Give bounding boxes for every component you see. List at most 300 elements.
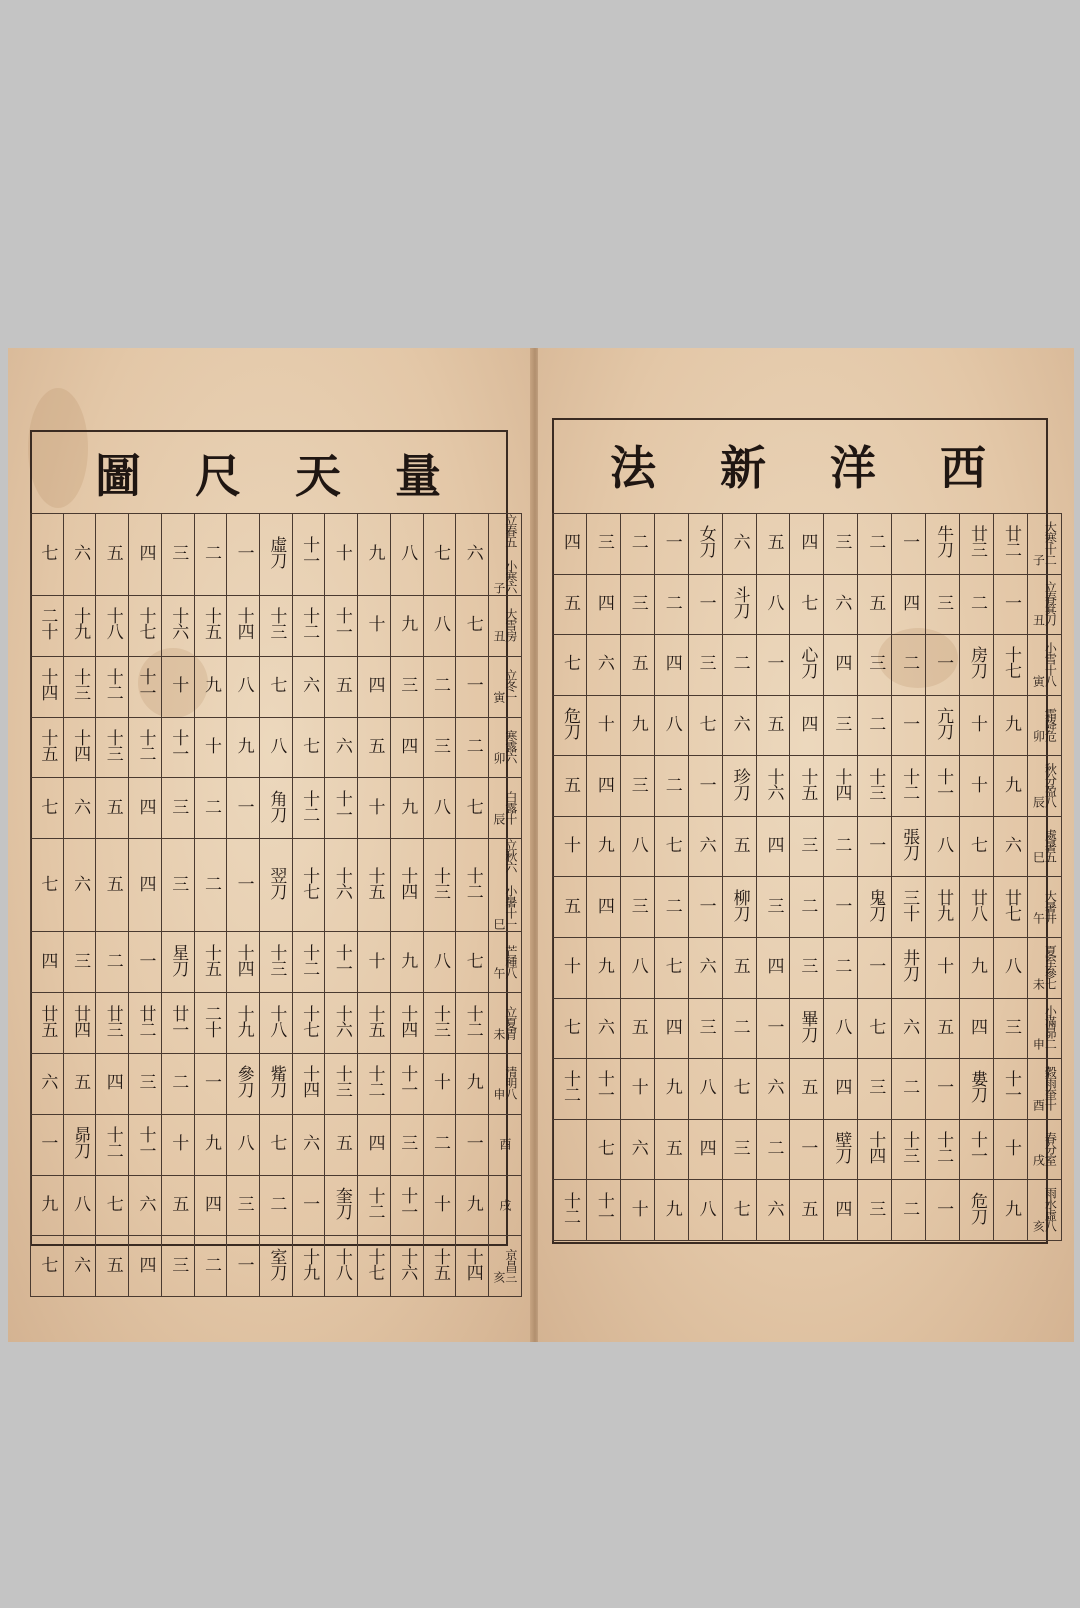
cell-value: 七 (266, 676, 287, 693)
cell-value: 虛刀 (266, 536, 287, 568)
cell-value: 七 (797, 593, 818, 610)
cell-value: 三 (627, 593, 648, 610)
cell-value: 一 (200, 1073, 221, 1090)
table-cell (892, 1059, 926, 1120)
table-cell (456, 1053, 489, 1114)
table-cell (260, 1236, 293, 1297)
table-cell (960, 938, 994, 999)
cell-value: 五 (865, 593, 886, 610)
table-cell (129, 596, 162, 657)
table-cell (227, 1053, 260, 1114)
branch-label: 酉 (497, 1138, 512, 1150)
table-cell (325, 1053, 358, 1114)
table-cell (325, 839, 358, 932)
cell-value: 九 (200, 676, 221, 693)
table-cell (926, 816, 960, 877)
cell-value: 廿五 (37, 1004, 58, 1037)
table-cell (756, 756, 790, 817)
cell-value: 八 (695, 1078, 716, 1095)
table-cell (96, 717, 129, 778)
cell-value: 九 (1000, 1199, 1021, 1216)
table-cell (96, 514, 129, 596)
table-cell (456, 596, 489, 657)
table-cell (993, 635, 1027, 696)
cell-value: 廿二 (135, 1004, 156, 1037)
table-cell (926, 1119, 960, 1180)
branch-label: 午 (1031, 911, 1046, 923)
cell-value: 七 (37, 797, 58, 814)
branch-header-cell (1027, 816, 1061, 877)
table-cell (688, 635, 722, 696)
table-cell (456, 932, 489, 993)
table-row (553, 1180, 1062, 1241)
cell-value: 九 (1000, 775, 1021, 792)
cell-value: 四 (763, 836, 784, 853)
solar-term-label: 白露十 (503, 790, 518, 824)
table-cell (96, 1175, 129, 1236)
cell-value: 三 (168, 1255, 189, 1272)
table-cell (756, 938, 790, 999)
table-cell (325, 656, 358, 717)
title-char: 西 (940, 441, 986, 495)
table-cell (926, 635, 960, 696)
table-cell (620, 574, 654, 635)
cell-value: 九 (37, 1195, 58, 1212)
cell-value: 十二 (299, 607, 320, 640)
table-row (553, 998, 1062, 1059)
table-cell (96, 993, 129, 1054)
cell-value: 九 (397, 615, 418, 632)
cell-value: 十四 (70, 729, 91, 762)
cell-value: 一 (37, 1134, 58, 1151)
branch-label: 子 (491, 582, 506, 593)
cell-value: 九 (593, 957, 614, 974)
cell-value: 三 (729, 1139, 750, 1156)
branch-header-cell (489, 839, 522, 932)
table-cell (790, 1059, 824, 1120)
cell-value: 十七 (299, 1004, 320, 1037)
table-cell (824, 1119, 858, 1180)
cell-value: 十二 (899, 767, 920, 800)
table-cell (260, 839, 293, 932)
table-cell (129, 839, 162, 932)
table-cell (96, 839, 129, 932)
cell-value: 十三 (266, 943, 287, 976)
table-cell (688, 1180, 722, 1241)
table-cell (194, 514, 227, 596)
cell-value: 五 (627, 1017, 648, 1034)
cell-value: 三 (233, 1195, 254, 1212)
cell-value: 九 (462, 1195, 483, 1212)
table-cell (790, 998, 824, 1059)
cell-value: 一 (233, 1255, 254, 1272)
table-cell (620, 938, 654, 999)
table-cell (790, 877, 824, 938)
table-cell (161, 932, 194, 993)
table-cell (756, 1180, 790, 1241)
branch-header-cell (489, 596, 522, 657)
table-cell (292, 1114, 325, 1175)
table-cell (790, 574, 824, 635)
table-cell (654, 816, 688, 877)
table-cell (161, 1053, 194, 1114)
table-cell (390, 839, 423, 932)
cell-value: 十八 (102, 607, 123, 640)
table-cell (129, 656, 162, 717)
table-cell (292, 514, 325, 596)
cell-value: 十三 (266, 607, 287, 640)
table-cell (688, 938, 722, 999)
cell-value: 四 (831, 654, 852, 671)
table-cell (926, 1180, 960, 1241)
table-cell (423, 717, 456, 778)
cell-value: 一 (695, 593, 716, 610)
solar-term-label: 大寒十二 (1043, 520, 1058, 565)
table-cell (390, 1175, 423, 1236)
table-cell (227, 839, 260, 932)
table-cell (858, 695, 892, 756)
table-cell (390, 1053, 423, 1114)
table-row (31, 1053, 522, 1114)
table-cell (790, 514, 824, 575)
table-cell (325, 1236, 358, 1297)
table-cell (31, 514, 64, 596)
table-cell (325, 717, 358, 778)
cell-value: 十五 (200, 607, 221, 640)
cell-value: 廿二 (1000, 525, 1021, 558)
cell-value: 九 (462, 1073, 483, 1090)
cell-value: 六 (763, 1078, 784, 1095)
cell-value: 五 (102, 874, 123, 891)
table-cell (423, 932, 456, 993)
table-cell (390, 778, 423, 839)
table-cell (423, 1236, 456, 1297)
cell-value: 一 (695, 896, 716, 913)
table-cell (129, 932, 162, 993)
cell-value: 三 (797, 836, 818, 853)
cell-value: 七 (37, 1255, 58, 1272)
cell-value: 廿七 (1000, 888, 1021, 921)
book-spread (8, 348, 1074, 1342)
table-cell (960, 635, 994, 696)
table-cell (553, 1180, 587, 1241)
cell-value: 十 (364, 615, 385, 632)
cell-value: 十三 (899, 1131, 920, 1164)
cell-value: 十 (1000, 1139, 1021, 1156)
cell-value: 二 (797, 896, 818, 913)
table-cell (358, 1236, 391, 1297)
cell-value: 四 (559, 533, 580, 550)
cell-value: 柳刀 (729, 888, 750, 921)
cell-value: 十五 (200, 943, 221, 976)
cell-value: 八 (627, 957, 648, 974)
table-cell (161, 839, 194, 932)
cell-value: 四 (831, 1078, 852, 1095)
table-cell (358, 778, 391, 839)
title-char: 量 (395, 449, 441, 503)
table-cell (722, 998, 756, 1059)
cell-value: 九 (661, 1199, 682, 1216)
branch-label: 卯 (1031, 730, 1046, 742)
table-cell (756, 998, 790, 1059)
table-cell (688, 514, 722, 575)
table-cell (390, 1114, 423, 1175)
cell-value: 十四 (865, 1131, 886, 1164)
table-cell (892, 514, 926, 575)
cell-value: 十三 (429, 1004, 450, 1037)
table-cell (722, 574, 756, 635)
cell-value: 十一 (331, 943, 352, 976)
cell-value: 四 (102, 1073, 123, 1090)
cell-value: 廿九 (933, 888, 954, 921)
table-cell (824, 998, 858, 1059)
table-cell (63, 1053, 96, 1114)
table-cell (260, 717, 293, 778)
table-cell (654, 574, 688, 635)
table-cell (325, 993, 358, 1054)
table-cell (358, 1175, 391, 1236)
cell-value: 七 (429, 544, 450, 560)
table-cell (858, 514, 892, 575)
cell-value: 二 (429, 1134, 450, 1151)
cell-value: 二 (899, 1078, 920, 1095)
cell-value: 十四 (831, 767, 852, 800)
cell-value: 二 (661, 896, 682, 913)
cell-value: 八 (933, 836, 954, 853)
branch-label: 巳 (1031, 851, 1046, 863)
table-cell (993, 756, 1027, 817)
table-cell (824, 514, 858, 575)
cell-value: 十 (168, 676, 189, 693)
table-cell (390, 596, 423, 657)
table-row (553, 514, 1062, 575)
cell-value: 五 (559, 896, 580, 913)
table-cell (960, 816, 994, 877)
table-cell (161, 778, 194, 839)
cell-value: 五 (70, 1073, 91, 1090)
cell-value: 七 (729, 1199, 750, 1216)
table-cell (586, 877, 620, 938)
table-cell (654, 877, 688, 938)
right-title (578, 430, 1018, 500)
table-cell (553, 695, 587, 756)
table-row (31, 1236, 522, 1297)
table-cell (456, 839, 489, 932)
table-cell (31, 1236, 64, 1297)
cell-value: 二 (831, 836, 852, 853)
table-cell (96, 656, 129, 717)
cell-value: 十一 (967, 1131, 988, 1164)
cell-value: 二十 (37, 607, 58, 640)
cell-value: 十三 (331, 1065, 352, 1098)
cell-value: 二 (865, 715, 886, 732)
cell-value: 十二 (559, 1070, 580, 1103)
table-cell (194, 778, 227, 839)
branch-label: 未 (1031, 977, 1046, 989)
cell-value: 五 (331, 1134, 352, 1151)
cell-value: 三 (865, 1078, 886, 1095)
cell-value: 一 (233, 797, 254, 814)
solar-term-label: 霜降危 (1043, 708, 1058, 742)
table-row (31, 778, 522, 839)
cell-value: 十一 (135, 668, 156, 701)
table-cell (358, 1053, 391, 1114)
table-cell (63, 839, 96, 932)
cell-value: 十 (559, 957, 580, 974)
table-cell (824, 695, 858, 756)
table-cell (993, 514, 1027, 575)
table-cell (194, 1175, 227, 1236)
table-cell (722, 938, 756, 999)
branch-header-cell (489, 1053, 522, 1114)
branch-label: 寅 (1031, 674, 1046, 686)
table-cell (292, 656, 325, 717)
solar-term-label: 大雪房 (503, 608, 518, 642)
cell-value: 七 (967, 836, 988, 853)
table-cell (31, 1114, 64, 1175)
right-table (552, 513, 1062, 1241)
cell-value: 二 (627, 533, 648, 550)
table-cell (423, 1114, 456, 1175)
cell-value: 三 (397, 676, 418, 693)
left-table (30, 513, 522, 1297)
table-cell (96, 1053, 129, 1114)
table-cell (325, 1114, 358, 1175)
cell-value: 三 (695, 654, 716, 671)
branch-label: 申 (491, 1088, 506, 1100)
cell-value: 四 (593, 896, 614, 913)
branch-label: 寅 (491, 691, 506, 703)
table-cell (722, 1119, 756, 1180)
table-cell (756, 1119, 790, 1180)
cell-value: 二 (763, 1139, 784, 1156)
table-cell (960, 695, 994, 756)
table-cell (292, 717, 325, 778)
table-cell (161, 1236, 194, 1297)
branch-header-cell (1027, 1180, 1061, 1241)
cell-value: 二 (200, 544, 221, 560)
branch-header-cell (1027, 1119, 1061, 1180)
cell-value: 六 (37, 1073, 58, 1090)
table-cell (824, 574, 858, 635)
table-cell (654, 635, 688, 696)
cell-value: 珍刀 (729, 767, 750, 800)
table-cell (423, 596, 456, 657)
table-cell (260, 778, 293, 839)
cell-value: 二 (462, 737, 483, 754)
table-cell (325, 1175, 358, 1236)
cell-value: 五 (729, 836, 750, 853)
table-cell (63, 514, 96, 596)
table-cell (620, 998, 654, 1059)
cell-value: 十 (627, 1199, 648, 1216)
table-cell (227, 778, 260, 839)
table-cell (260, 1114, 293, 1175)
table-cell (993, 998, 1027, 1059)
cell-value: 室刀 (266, 1247, 287, 1280)
table-cell (31, 656, 64, 717)
table-cell (993, 1059, 1027, 1120)
cell-value: 七 (559, 654, 580, 671)
cell-value: 六 (831, 593, 852, 610)
table-cell (553, 635, 587, 696)
table-cell (688, 816, 722, 877)
solar-term-label: 立春箕刀 (1043, 581, 1058, 626)
branch-label: 亥 (491, 1270, 506, 1282)
table-cell (161, 1175, 194, 1236)
table-row (31, 1114, 522, 1175)
cell-value: 五 (331, 676, 352, 693)
table-cell (960, 756, 994, 817)
table-cell (960, 1059, 994, 1120)
cell-value: 五 (661, 1139, 682, 1156)
table-cell (390, 514, 423, 596)
cell-value: 五 (559, 593, 580, 610)
table-cell (790, 938, 824, 999)
cell-value: 六 (763, 1199, 784, 1216)
table-cell (63, 932, 96, 993)
solar-term-label: 小雪十八 (1043, 641, 1058, 686)
table-cell (194, 656, 227, 717)
cell-value: 二 (967, 593, 988, 610)
cell-value: 四 (364, 676, 385, 693)
table-row (553, 877, 1062, 938)
table-cell (858, 756, 892, 817)
cell-value: 六 (299, 1134, 320, 1151)
table-cell (586, 998, 620, 1059)
table-row (31, 839, 522, 932)
cell-value: 張刀 (899, 828, 920, 861)
table-cell (688, 998, 722, 1059)
cell-value: 十二 (135, 729, 156, 762)
cell-value: 十二 (559, 1191, 580, 1224)
cell-value: 六 (729, 715, 750, 732)
cell-value: 亢刀 (933, 707, 954, 740)
cell-value: 十二 (364, 1187, 385, 1220)
table-cell (586, 1180, 620, 1241)
cell-value: 八 (429, 797, 450, 814)
cell-value: 三十 (899, 888, 920, 921)
cell-value: 六 (695, 957, 716, 974)
cell-value: 十二 (299, 789, 320, 822)
table-cell (586, 695, 620, 756)
table-cell (858, 1119, 892, 1180)
cell-value: 十一 (331, 789, 352, 822)
cell-value: 十四 (233, 607, 254, 640)
branch-header-cell (1027, 1059, 1061, 1120)
table-cell (688, 1059, 722, 1120)
table-cell (858, 998, 892, 1059)
table-cell (456, 1175, 489, 1236)
table-cell (654, 998, 688, 1059)
branch-header-cell (489, 1175, 522, 1236)
cell-value: 十一 (933, 767, 954, 800)
table-cell (358, 656, 391, 717)
table-cell (456, 717, 489, 778)
cell-value: 一 (299, 1195, 320, 1212)
cell-value: 九 (233, 737, 254, 754)
table-cell (620, 695, 654, 756)
table-cell (227, 514, 260, 596)
table-cell (926, 756, 960, 817)
cell-value: 六 (899, 1017, 920, 1034)
table-cell (960, 877, 994, 938)
table-cell (654, 756, 688, 817)
cell-value: 一 (797, 1139, 818, 1156)
title-char: 圖 (95, 449, 141, 503)
cell-value: 危刀 (967, 1191, 988, 1224)
table-cell (358, 993, 391, 1054)
